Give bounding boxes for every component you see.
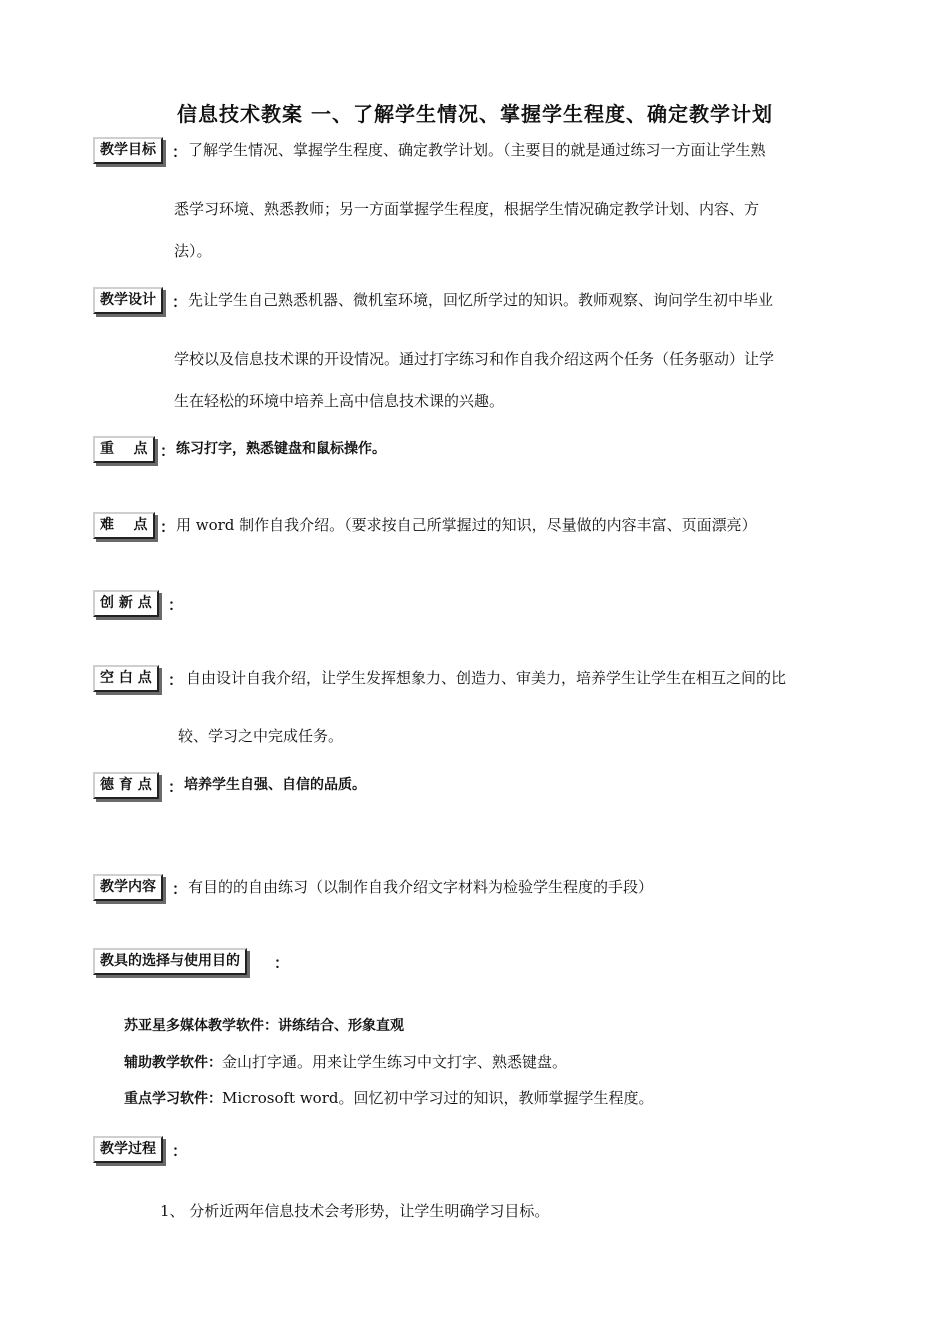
section-label-innovation: 创 新 点 [93,590,159,617]
section-label-goal: 教学目标 [93,137,163,164]
design-text-line2: 学校以及信息技术课的开设情况。通过打字练习和作自我介绍这两个任务（任务驱动）让学 [174,350,775,368]
page-title: 信息技术教案 一、了解学生情况、掌握学生程度、确定教学计划 [177,102,773,126]
colon: ： [168,596,184,614]
process-step-1: 1、 分析近两年信息技术会考形势，让学生明确学习目标。 [160,1202,550,1220]
moral-text: 培养学生自强、自信的品质。 [184,777,366,793]
colon: ： [172,143,188,161]
design-text-line1: 先让学生自己熟悉机器、微机室环境，回忆所学过的知识。教师观察、询问学生初中毕业 [188,291,774,309]
goal-text-line2: 悉学习环境、熟悉教师；另一方面掌握学生程度，根据学生情况确定教学计划、内容、方 [174,200,760,218]
colon: ： [160,442,176,460]
colon: ： [172,1142,188,1160]
tool-item-desc: 金山打字通。用来让学生练习中文打字、熟悉键盘。 [222,1053,568,1071]
tool-item-name: 辅助教学软件： [124,1055,222,1071]
section-label-process: 教学过程 [93,1136,163,1163]
tool-item [124,1088,653,1109]
blank-text-line2: 较、学习之中完成任务。 [178,727,344,745]
tool-item-name: 苏亚星多媒体教学软件：讲练结合、形象直观 [124,1018,404,1034]
content-text: 有目的的自由练习（以制作自我介绍文字材料为检验学生程度的手段） [188,878,654,896]
key-text: 练习打字，熟悉键盘和鼠标操作。 [176,441,386,457]
section-label-key: 重 点 [93,436,155,463]
colon: ： [172,293,188,311]
tool-item-name: 重点学习软件： [124,1091,222,1107]
blank-text-line1: 自由设计自我介绍，让学生发挥想象力、创造力、审美力，培养学生让学生在相互之间的比 [186,669,787,687]
section-label-blank: 空 白 点 [93,665,159,692]
colon: ： [274,954,290,972]
section-label-content: 教学内容 [93,874,163,901]
colon: ： [168,778,184,796]
goal-text-line1: 了解学生情况、掌握学生程度、确定教学计划。（主要目的就是通过练习一方面让学生熟 [188,141,766,159]
section-label-design: 教学设计 [93,287,163,314]
colon: ： [168,671,184,689]
section-label-difficulty: 难 点 [93,512,155,539]
difficulty-text: 用 word 制作自我介绍。（要求按自己所掌握过的知识，尽量做的内容丰富、页面漂亮） [176,516,757,534]
colon: ： [172,880,188,898]
tool-item [124,1015,404,1036]
goal-text-line3: 法）。 [174,242,212,260]
tool-item-desc: Microsoft word。回忆初中学习过的知识，教师掌握学生程度。 [222,1089,654,1107]
section-label-moral: 德 育 点 [93,772,159,799]
design-text-line3: 生在轻松的环境中培养上高中信息技术课的兴趣。 [174,392,505,410]
colon: ： [160,518,176,536]
tool-item [124,1052,567,1073]
section-label-tools: 教具的选择与使用目的 [93,948,247,975]
